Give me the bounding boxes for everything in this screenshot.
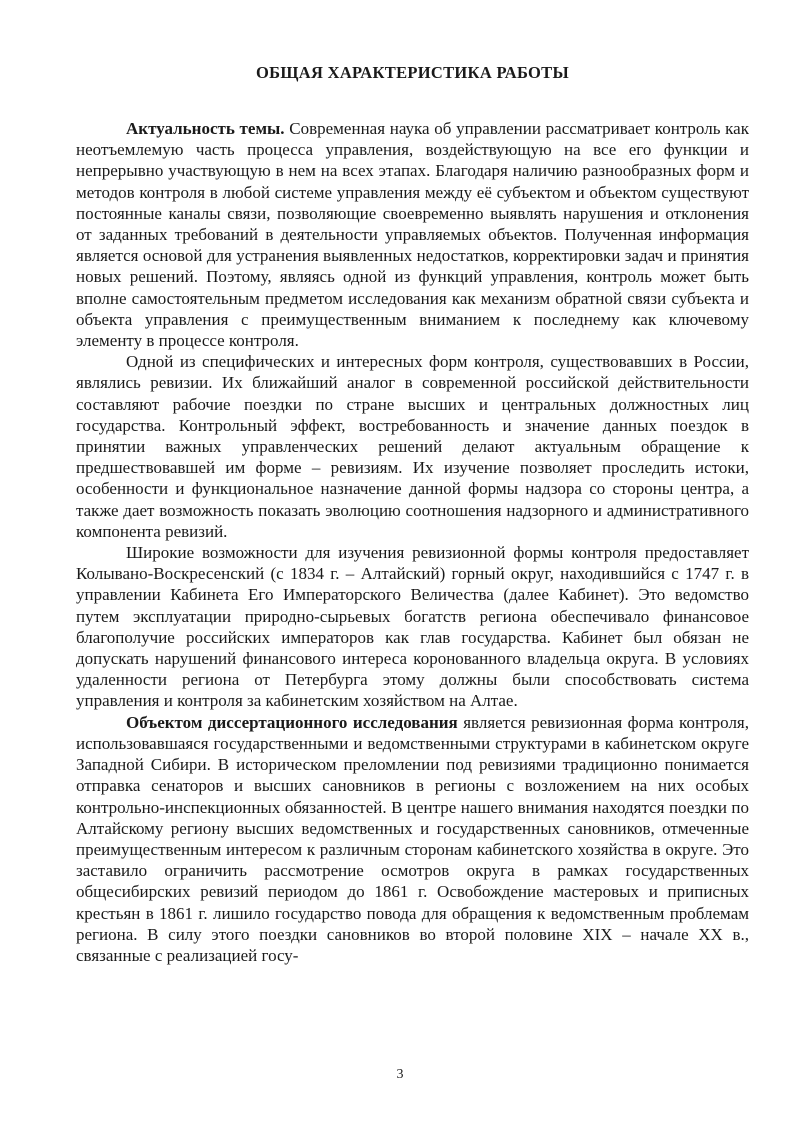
paragraph-text: Современная наука об управлении рассматривает контроль как неотъемлемую часть процесса управления, воздействующую на все его функции и непрерывно участвующую в нем на всех этапах. Благодаря наличию разнообразных форм и методов контроля в любой системе управления между её субъектом и объектом существуют постоянные каналы связи, позволяющие своевременно выявлять нарушения и отклонения от заданных требований в деятельности управляемых объектов. Полученная информация является основой для устранения выявленных недостатков, корректировки задач и принятия новых решений. Поэтому, являясь одной из функций управления, контроль может быть вполне самостоятельным предметом исследования как механизм обратной связи субъекта и объекта управления с преимущественным вниманием к последнему как ключевому элементу в процессе контроля. xyxy=(76,119,749,351)
document-title: ОБЩАЯ ХАРАКТЕРИСТИКА РАБОТЫ xyxy=(255,63,569,82)
paragraph-relevance xyxy=(76,118,749,351)
paragraph-mining-district xyxy=(76,542,749,712)
page-number: 3 xyxy=(396,1067,404,1082)
paragraph-text: является ревизионная форма контроля, использовавшаяся государственными и ведомственными структурами в кабинетском округе Западной Сибири. В историческом преломлении под ревизиями традиционно понимается отправка сенаторов и высших сановников в регионы с возложением на них особых контрольно-инспекционных обязанностей. В центре нашего внимания находятся поездки по Алтайскому региону высших ведомственных и государственных сановников, отмеченные преимущественным интересом к различным сторонам кабинетского хозяйства в округе. Это заставило ограничить рассмотрение осмотров округа в рамках государственных общесибирских ревизий периодом до 1861 г. Освобождение мастеровых и приписных крестьян в 1861 г. лишило государство повода для обращения к ведомственным проблемам региона. В силу этого поездки сановников во второй половине XIX – начале XX в., связанные с реализацией госу- xyxy=(76,712,750,965)
paragraph-text: Одной из специфических и интересных форм контроля, существовавших в России, являлись ревизии. Их ближайший аналог в современной российской действительности составляют рабочие поездки по стране высших и центральных должностных лиц государства. Контрольный эффект, востребованность и значение данных поездок в принятии важных управленческих решений делают актуальным обращение к предшествовавшей им форме – ревизиям. Их изучение позволяет проследить истоки, особенности и функциональное назначение данной формы надзора со стороны центра, а также дает возможность показать эволюцию соотношения надзорного и административного компонента ревизий. xyxy=(76,352,749,541)
paragraph-text: Широкие возможности для изучения ревизионной формы контроля предоставляет Колывано-Воскресенский (с 1834 г. – Алтайский) горный округ, находившийся с 1747 г. в управлении Кабинета Его Императорского Величества (далее Кабинет). Это ведомство путем эксплуатации природно-сырьевых богатств региона обеспечивало финансовое благополучие российских императоров как глав государства. Кабинет был обязан не допускать нарушений финансового интереса коронованного владельца округа. В условиях удаленности региона от Петербурга этому должны были способствовать система управления и контроля за кабинетским хозяйством на Алтае. xyxy=(76,543,749,711)
paragraph-revisions xyxy=(76,351,749,542)
paragraph-lead: Объектом диссертационного исследования xyxy=(126,712,458,732)
paragraph-research-object xyxy=(76,712,749,966)
paragraph-lead: Актуальность темы. xyxy=(126,119,285,138)
